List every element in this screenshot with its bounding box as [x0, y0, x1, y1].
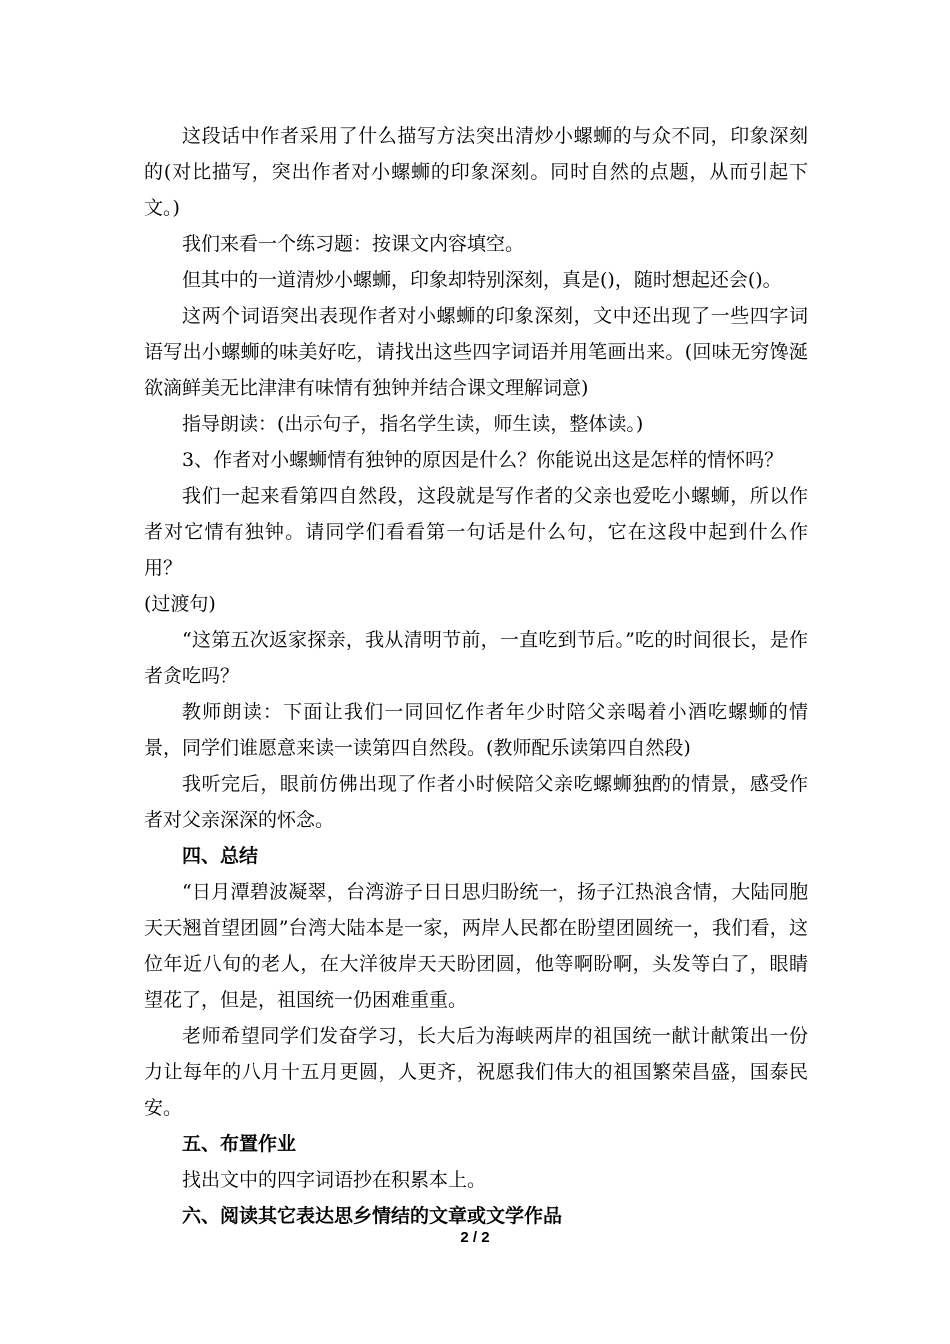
paragraph-fourth-section: 我们一起来看第四自然段，这段就是写作者的父亲也爱吃小螺蛳，所以作者对它情有独钟。请同学们看看第一句话是什么句，它在这段中起到什么作用？	[144, 485, 808, 579]
heading-extended-reading: 六、阅读其它表达思乡情结的文章或文学作品	[182, 1205, 563, 1227]
paragraph-homework-task: 找出文中的四字词语抄在积累本上。	[182, 1169, 487, 1191]
paragraph-exercise-intro: 我们来看一个练习题：按课文内容填空。	[182, 233, 525, 255]
paragraph-description-method: 这段话中作者采用了什么描写方法突出清炒小螺蛳的与众不同，印象深刻的(对比描写，突出作者对小螺蛳的印象深刻。同时自然的点题，从而引起下文。)	[144, 125, 808, 219]
paragraph-transition-sentence: (过渡句)	[144, 593, 216, 615]
heading-summary: 四、总结	[182, 845, 259, 867]
paragraph-teacher-hope: 老师希望同学们发奋学习，长大后为海峡两岸的祖国统一献计献策出一份力让每年的八月十五月更圆，人更齐，祝愿我们伟大的祖国繁荣昌盛，国泰民安。	[144, 1025, 808, 1119]
paragraph-reading-guidance: 指导朗读：(出示句子，指名学生读，师生读，整体读。)	[182, 413, 644, 435]
paragraph-fill-blank: 但其中的一道清炒小螺蛳，印象却特别深刻，真是()，随时想起还会()。	[182, 269, 782, 291]
paragraph-after-listening: 我听完后，眼前仿佛出现了作者小时候陪父亲吃螺蛳独酌的情景，感受作者对父亲深深的怀念。	[144, 773, 808, 831]
paragraph-four-char-words: 这两个词语突出表现作者对小螺蛳的印象深刻，文中还出现了一些四字词语写出小螺蛳的味美好吃，请找出这些四字词语并用笔画出来。(回味无穷馋涎欲滴鲜美无比津津有味情有独钟并结合课文理解词意)	[144, 305, 808, 399]
document-body	[144, 118, 808, 1234]
paragraph-teacher-reading: 教师朗读：下面让我们一同回忆作者年少时陪父亲喝着小酒吃螺蛳的情景，同学们谁愿意来读一读第四自然段。(教师配乐读第四自然段)	[144, 701, 808, 759]
paragraph-question-3: 3、作者对小螺蛳情有独钟的原因是什么？你能说出这是怎样的情怀吗？	[182, 449, 784, 471]
paragraph-quote-visit: “这第五次返家探亲，我从清明节前，一直吃到节后。”吃的时间很长，是作者贪吃吗？	[144, 629, 808, 687]
paragraph-sun-moon-lake: “日月潭碧波凝翠，台湾游子日日思归盼统一，扬子江热浪含情，大陆同胞天天翘首望团圆”台湾大陆本是一家，两岸人民都在盼望团圆统一，我们看，这位年近八旬的老人，在大洋彼岸天天盼团圆，他等啊盼啊，头发等白了，眼睛望花了，但是，祖国统一仍困难重重。	[144, 881, 808, 1011]
heading-homework: 五、布置作业	[182, 1133, 297, 1155]
page-number: 2 / 2	[460, 1229, 490, 1246]
